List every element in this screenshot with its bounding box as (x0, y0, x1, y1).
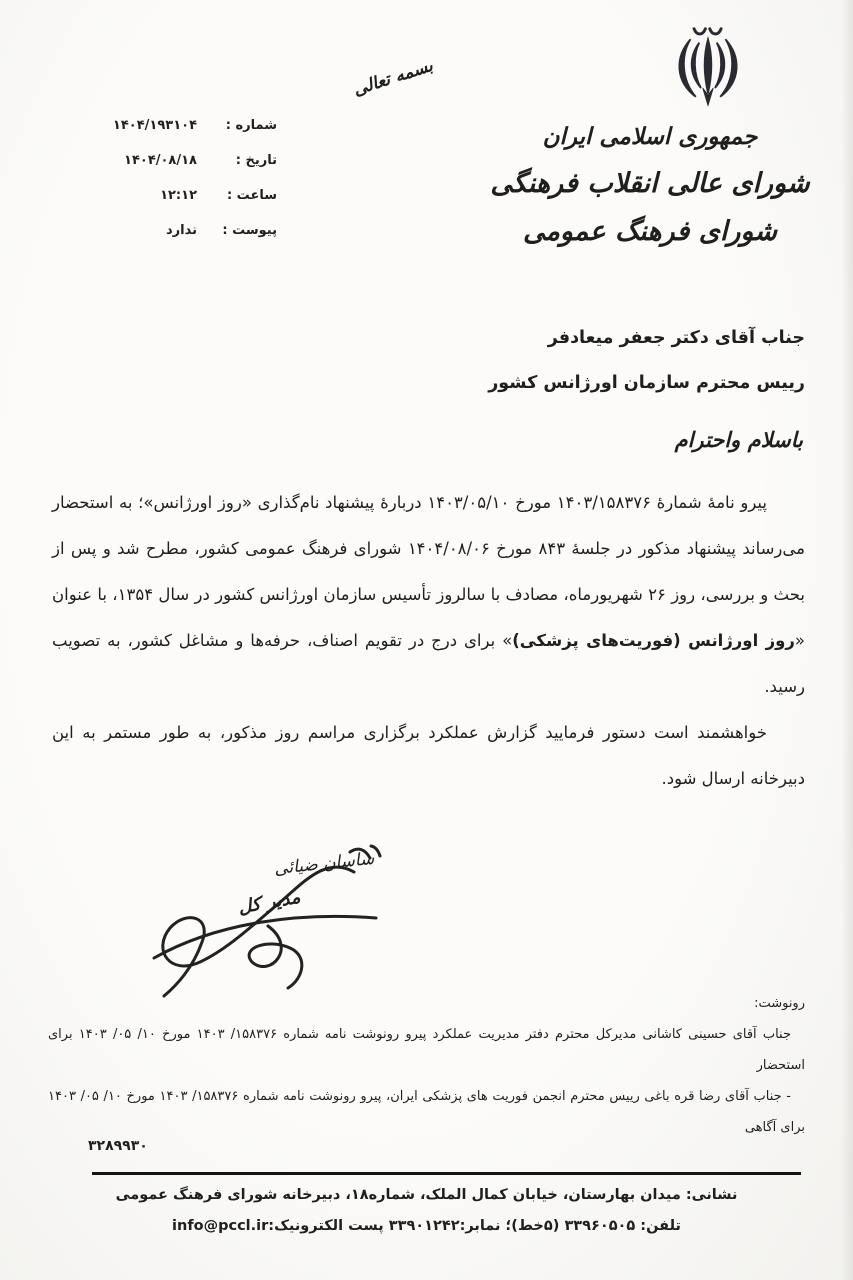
footer-divider (92, 1172, 801, 1175)
letterhead (485, 20, 815, 252)
meta-value-time: ۱۲:۱۲ (160, 188, 197, 203)
meta-label-date: تاریخ : (235, 153, 277, 168)
signature-block (118, 828, 408, 1003)
meta-row-attachment (55, 223, 277, 238)
signer-name: ساسان ضیائی (272, 848, 375, 880)
org-name-country: جمهوری اسلامی ایران (542, 124, 758, 150)
salutation-text: باسلام واحترام (674, 428, 803, 452)
document-tracking-number: ۳۲۸۹۹۳۰ (88, 1138, 148, 1154)
cc-item-1: جناب آقای حسینی کاشانی مدیرکل محترم دفتر مدیریت عملکرد پیرو رونوشت نامه شماره ۱۵۸۳۷۶/ ۱۴۰۳ مورخ ۱۰/ ۰۵/ ۱۴۰۳ برای استحضار (48, 1027, 805, 1073)
body-bold-day-name: روز اورژانس (فوریت‌های پزشکی) (512, 631, 795, 650)
recipient-block (488, 316, 805, 406)
bismillah-text: بسمه تعالی (350, 55, 436, 101)
meta-row-number (55, 118, 277, 133)
meta-value-number: ۱۴۰۴/۱۹۳۱۰۴ (112, 118, 197, 133)
cc-section (48, 988, 805, 1143)
meta-row-date (55, 153, 277, 168)
footer-address: نشانی: میدان بهارستان، خیابان کمال الملک، شماره۱۸، دبیرخانه شورای فرهنگ عمومی (115, 1187, 738, 1203)
meta-label-number: شماره : (225, 118, 277, 133)
footer-contact: تلفن: ۳۳۹۶۰۵۰۵ (۵خط)؛ نمابر:۳۳۹۰۱۲۴۲ پست الکترونیک:info@pccl.ir (172, 1218, 681, 1234)
scan-edge-shadow (841, 0, 853, 1280)
iran-emblem-icon (652, 20, 764, 116)
letter-meta (55, 118, 277, 258)
cc-heading: رونوشت: (754, 996, 805, 1011)
org-name-subcouncil: شورای فرهنگ عمومی (522, 216, 778, 247)
body-text-1: پیرو نامهٔ شمارهٔ ۱۴۰۳/۱۵۸۳۷۶ مورخ ۱۴۰۳/۰۵/۱۰ دربارهٔ پیشنهاد نام‌گذاری «روز اورژانس»؛ به استحضار می‌رساند پیشنهاد مذکور در جلسهٔ ۸۴۳ مورخ ۱۴۰۴/۰۸/۰۶ شورای فرهنگ عمومی کشور، مطرح شد و پس از بحث و بررسی، روز ۲۶ شهریورماه، مصادف با سالروز تأسیس سازمان اورژانس کشور در سال ۱۳۵۴، با عنوان « (52, 493, 805, 650)
org-name-council: شورای عالی انقلاب فرهنگی (490, 168, 810, 199)
meta-value-attachment: ندارد (165, 223, 197, 238)
body-text-2: » برای درج در تقویم اصناف، حرفه‌ها و مشاغل کشور، به تصویب رسید. (52, 631, 805, 696)
letter-body (52, 480, 805, 802)
cc-item-2: - جناب آقای رضا قره باغی رییس محترم انجمن فوریت های پزشکی ایران، پیرو رونوشت نامه شماره ۱۵۸۳۷۶/ ۱۴۰۳ مورخ ۱۰/ ۰۵/ ۱۴۰۳ برای آگاهی (48, 1089, 805, 1135)
body-paragraph-1 (52, 480, 805, 710)
body-paragraph-2: خواهشمند است دستور فرمایید گزارش عملکرد برگزاری مراسم روز مذکور، به طور مستمر به این دبیرخانه ارسال شود. (52, 723, 805, 788)
recipient-name: جناب آقای دکتر جعفر میعادفر (547, 328, 805, 348)
signer-title: مدیر کل (236, 886, 302, 919)
meta-row-time (55, 188, 277, 203)
meta-label-time: ساعت : (226, 188, 277, 203)
recipient-title: رییس محترم سازمان اورژانس کشور (488, 373, 805, 393)
footer-block (60, 1180, 793, 1242)
meta-value-date: ۱۴۰۴/۰۸/۱۸ (124, 153, 197, 168)
meta-label-attachment: پیوست : (222, 223, 277, 238)
